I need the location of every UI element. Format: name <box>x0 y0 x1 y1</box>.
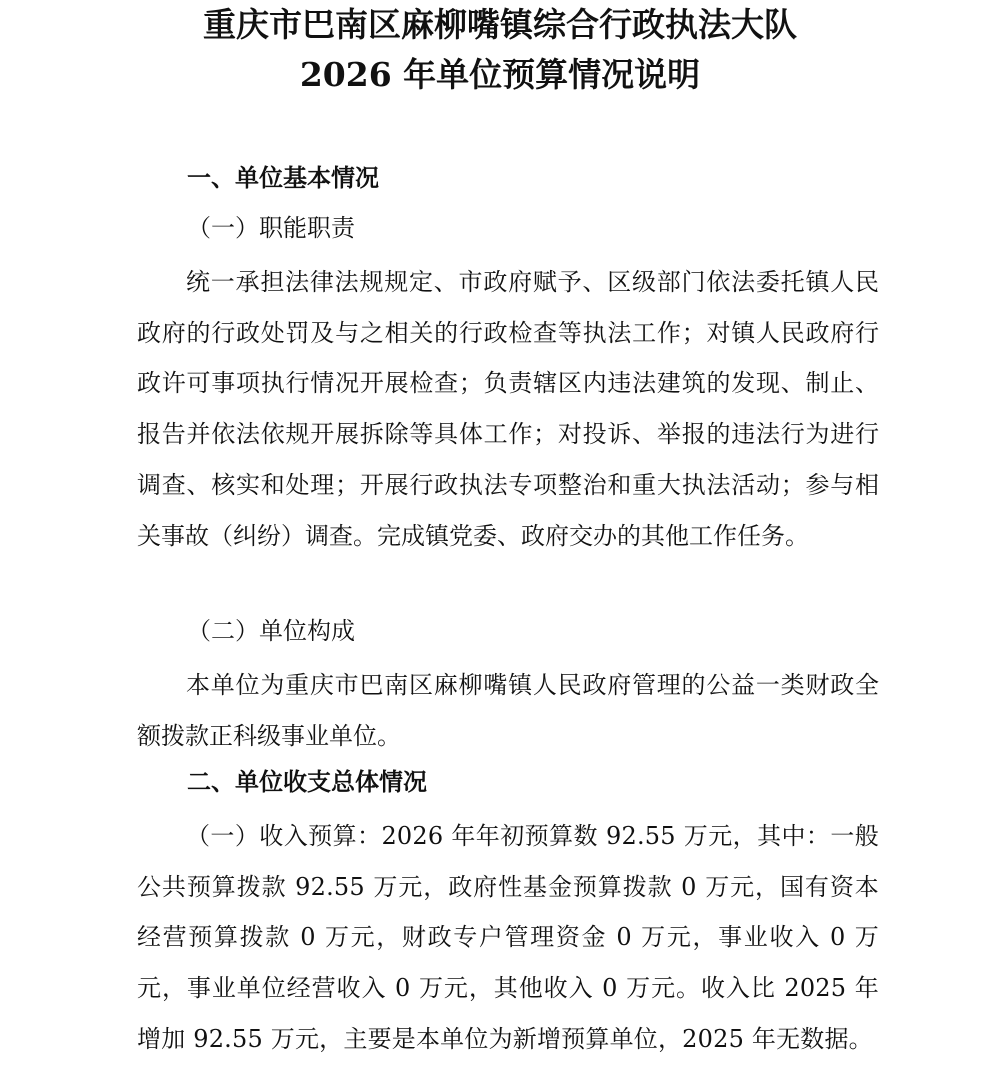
section1-sub2-heading: （二）单位构成 <box>187 617 355 645</box>
document-title-line1: 重庆市巴南区麻柳嘴镇综合行政执法大队 <box>203 5 797 44</box>
section2-heading: 二、单位收支总体情况 <box>187 768 427 796</box>
document-title-line2: 2026 年单位预算情况说明 <box>299 55 701 94</box>
section1-sub2-paragraph: 本单位为重庆市巴南区麻柳嘴镇人民政府管理的公益一类财政全额拨款正科级事业单位。 <box>137 671 879 750</box>
section1-sub1-heading: （一）职能职责 <box>187 214 355 242</box>
section1-sub1-paragraph: 统一承担法律法规规定、市政府赋予、区级部门依法委托镇人民政府的行政处罚及与之相关的行政检查等执法工作；对镇人民政府行政许可事项执行情况开展检查；负责辖区内违法建筑的发现、制止、报告并依法依规开展拆除等具体工作；对投诉、举报的违法行为进行调查、核实和处理；开展行政执法专项整治和重大执法活动；参与相关事故（纠纷）调查。完成镇党委、政府交办的其他工作任务。 <box>137 268 879 550</box>
section1-heading: 一、单位基本情况 <box>187 164 379 192</box>
section2-paragraph: （一）收入预算：2026 年年初预算数 92.55 万元，其中：一般公共预算拨款 92.55 万元，政府性基金预算拨款 0 万元，国有资本经营预算拨款 0 万元，财政专户管理资金 0 万元，事业收入 0 万元，事业单位经营收入 0 万元，其他收入 0 万元。收入比 2025 年增加 92.55 万元，主要是本单位为新增预算单位，2025 年无数据。 <box>137 822 879 1053</box>
